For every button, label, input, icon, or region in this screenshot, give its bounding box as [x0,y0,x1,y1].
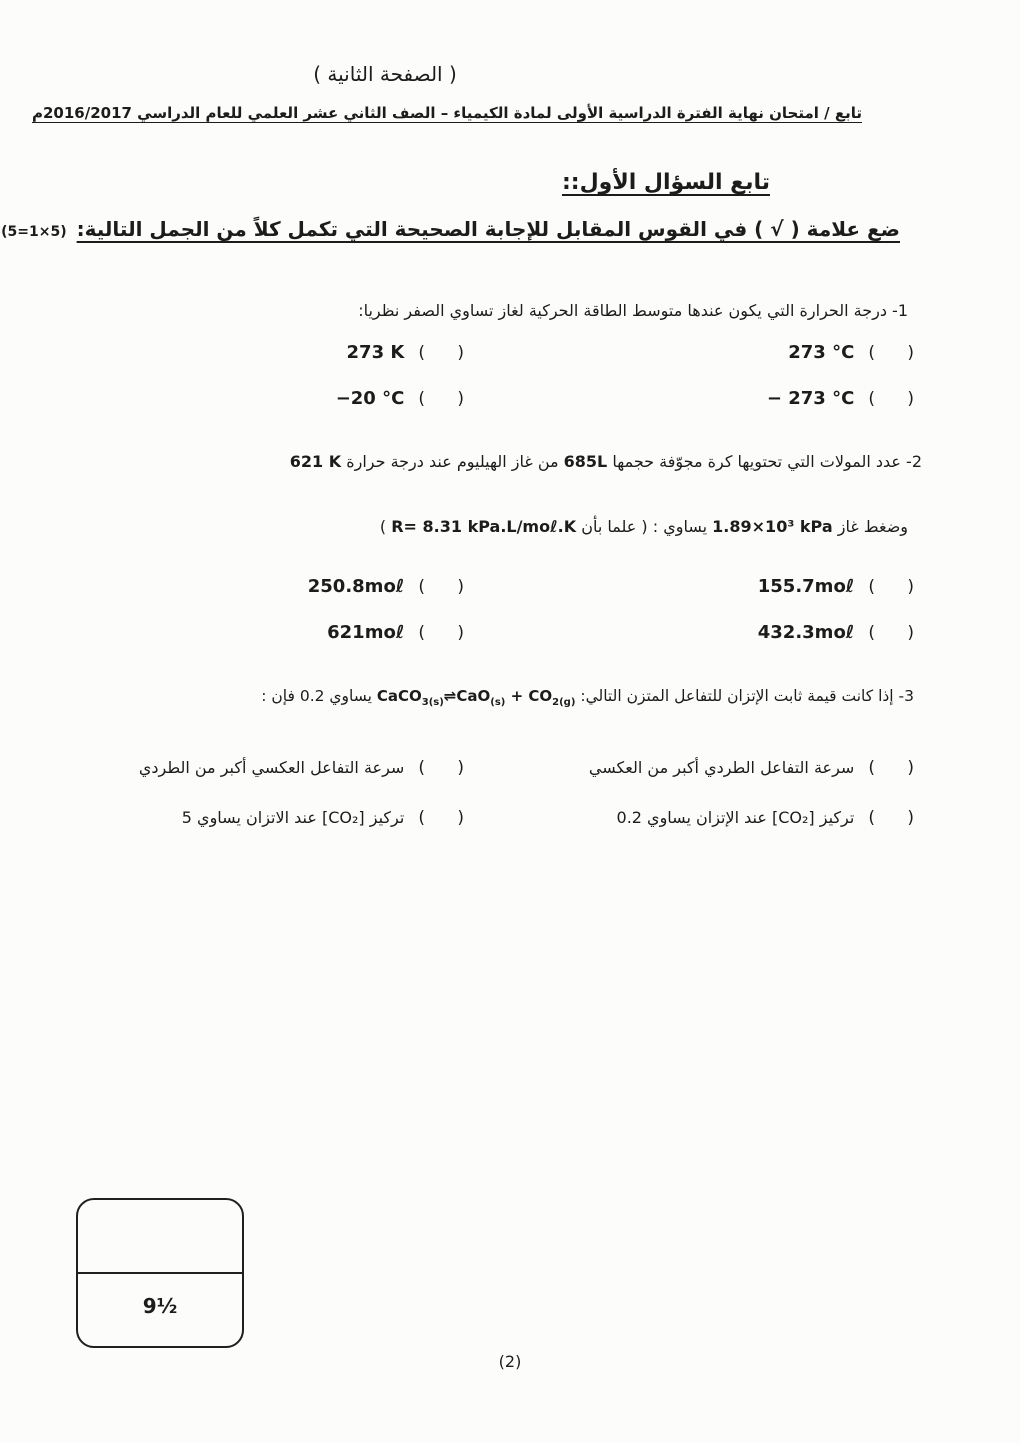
answer-option [60,808,470,838]
answer-bracket: ( ) [418,623,464,643]
page-number: (2) [498,1352,522,1371]
option-value: تركيز [CO₂] عند الاتزان يساوي 5 [181,808,405,827]
grade-box [76,1198,244,1348]
instruction-row [1,217,900,241]
option-value: 273 K [346,342,405,363]
stem-value-pressure: 1.89×10³ kPa [712,517,833,536]
answer-option [470,342,920,372]
question-3-options [60,758,920,838]
answer-bracket: ( ) [868,389,914,409]
answer-option [470,576,920,606]
stem-text: يساوي : ( علما بأن [576,517,713,536]
answer-option [60,388,470,418]
exam-title: تابع / امتحان نهاية الفترة الدراسية الأولى لمادة الكيمياء – الصف الثاني عشر العلمي للعام الدراسي 2016/2017م [31,104,862,122]
answer-option [470,388,920,418]
answer-bracket: ( ) [418,343,464,363]
answer-option [60,622,470,652]
equation-term: CaO [456,687,491,705]
instruction-text: ضع علامة ( √ ) في القوس المقابل للإجابة الصحيحة التي تكمل كلاً من الجمل التالية: [76,217,900,241]
question-2-stem-line1 [290,452,922,471]
equation-subscript: 2(g) [552,697,576,708]
answer-option [60,342,470,372]
answer-option [60,576,470,606]
stem-text: من غاز الهيليوم عند درجة حرارة [341,452,564,471]
option-value: 432.3moℓ [757,622,855,643]
section-title: تابع السؤال الأول:: [561,170,770,195]
equilibrium-arrow: ⇌ [443,687,457,705]
stem-text: 2- عدد المولات التي تحتويها كرة مجوّفة حجمها [607,452,922,471]
stem-text: وضغط غاز [832,517,908,536]
stem-value-gas-constant: R= 8.31 kPa.L/moℓ.K [391,517,577,536]
answer-bracket: ( ) [418,758,464,778]
question-2-options [60,576,920,652]
page-header-label: ( الصفحة الثانية ) [313,62,457,86]
answer-option [60,758,470,788]
answer-bracket: ( ) [418,577,464,597]
option-value: سرعة التفاعل العكسي أكبر من الطردي [138,758,405,777]
stem-text: 3- إذا كانت قيمة ثابت الإتزان للتفاعل المتزن التالي: [580,687,914,705]
equation-subscript: 3(s) [421,697,444,708]
answer-bracket: ( ) [418,808,464,828]
answer-option [470,622,920,652]
answer-bracket: ( ) [868,577,914,597]
option-value: −20 °C [335,388,405,409]
option-value: − 273 °C [766,388,855,409]
answer-bracket: ( ) [418,389,464,409]
marks-label: (5=1×5) [1,224,67,240]
option-value: 273 °C [788,342,855,363]
answer-bracket: ( ) [868,623,914,643]
answer-bracket: ( ) [868,343,914,363]
answer-option [470,808,920,838]
question-2-stem-line2 [380,517,908,536]
option-value: 250.8moℓ [307,576,405,597]
equation-term: + CO [505,687,553,705]
grade-value: 9½ [142,1294,178,1318]
stem-value-volume: 685L [563,452,608,471]
chemical-equation [376,687,576,708]
question-1-options [60,342,920,418]
equation-subscript: (s) [490,697,506,708]
option-value: سرعة التفاعل الطردي أكبر من العكسي [588,758,855,777]
stem-value-temperature: 621 K [289,452,342,471]
stem-text: يساوي 0.2 فإن : [261,687,372,705]
stem-text: ) [379,517,392,536]
equation-term: CaCO [376,687,422,705]
question-1-stem: 1- درجة الحرارة التي يكون عندها متوسط الطاقة الحركية لغاز تساوي الصفر نظريا: [358,301,908,320]
grade-box-divider [78,1272,242,1274]
answer-bracket: ( ) [868,758,914,778]
answer-option [470,758,920,788]
option-value: تركيز [CO₂] عند الإتزان يساوي 0.2 [616,808,855,827]
answer-bracket: ( ) [868,808,914,828]
question-3-stem [261,687,914,708]
option-value: 155.7moℓ [757,576,855,597]
option-value: 621moℓ [327,622,405,643]
